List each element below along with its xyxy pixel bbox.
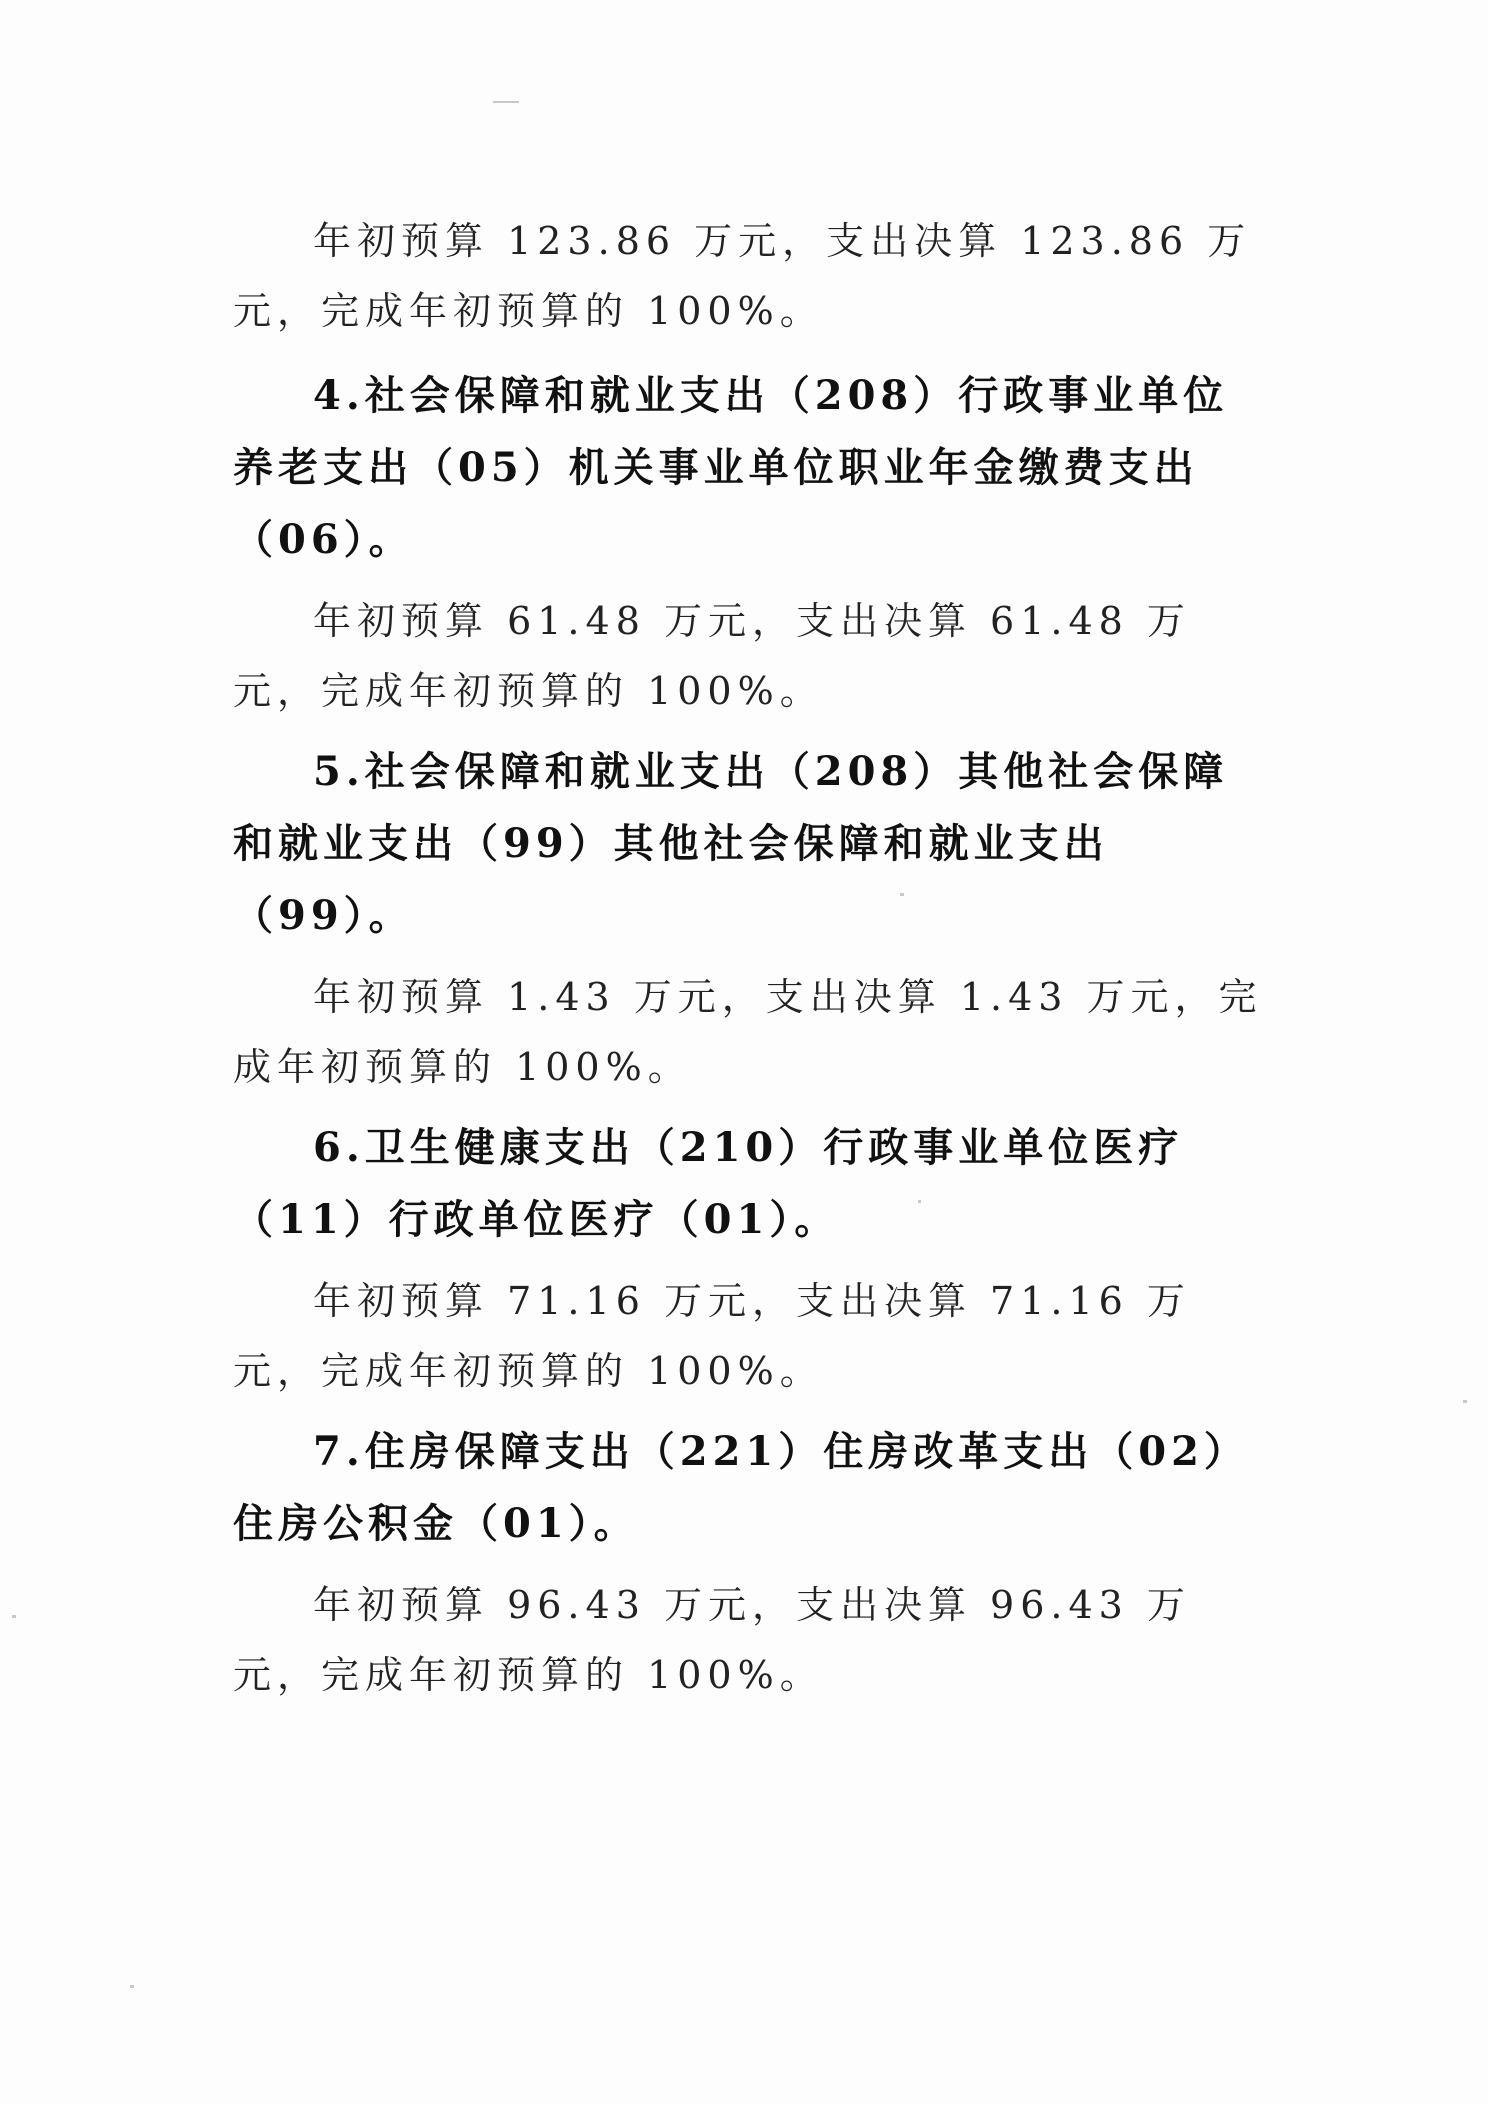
section-heading-6: 6.卫生健康支出（210）行政事业单位医疗（11）行政单位医疗（01）。 xyxy=(233,1124,1184,1243)
section-heading-4: 4.社会保障和就业支出（208）行政事业单位养老支出（05）机关事业单位职业年金缴费支出（06）。 xyxy=(233,372,1229,563)
scan-speck xyxy=(130,1985,134,1988)
budget-paragraph-6: 年初预算 71.16 万元，支出决算 71.16 万元，完成年初预算的 100%。 xyxy=(233,1279,1191,1393)
section-heading-7: 7.住房保障支出（221）住房改革支出（02）住房公积金（01）。 xyxy=(233,1428,1249,1547)
budget-paragraph-3: 年初预算 123.86 万元，支出决算 123.86 万元，完成年初预算的 100%。 xyxy=(233,219,1252,333)
budget-paragraph-7: 年初预算 96.43 万元，支出决算 96.43 万元，完成年初预算的 100%。 xyxy=(233,1583,1191,1697)
budget-paragraph-5: 年初预算 1.43 万元，支出决算 1.43 万元，完成年初预算的 100%。 xyxy=(233,975,1263,1089)
section-heading-5: 5.社会保障和就业支出（208）其他社会保障和就业支出（99）其他社会保障和就业支出（99）。 xyxy=(233,748,1229,939)
scan-speck xyxy=(1463,1400,1467,1403)
scan-speck xyxy=(12,1615,16,1618)
budget-paragraph-4: 年初预算 61.48 万元，支出决算 61.48 万元，完成年初预算的 100%。 xyxy=(233,599,1191,713)
document-body xyxy=(233,206,1263,1710)
scan-speck xyxy=(493,101,519,103)
